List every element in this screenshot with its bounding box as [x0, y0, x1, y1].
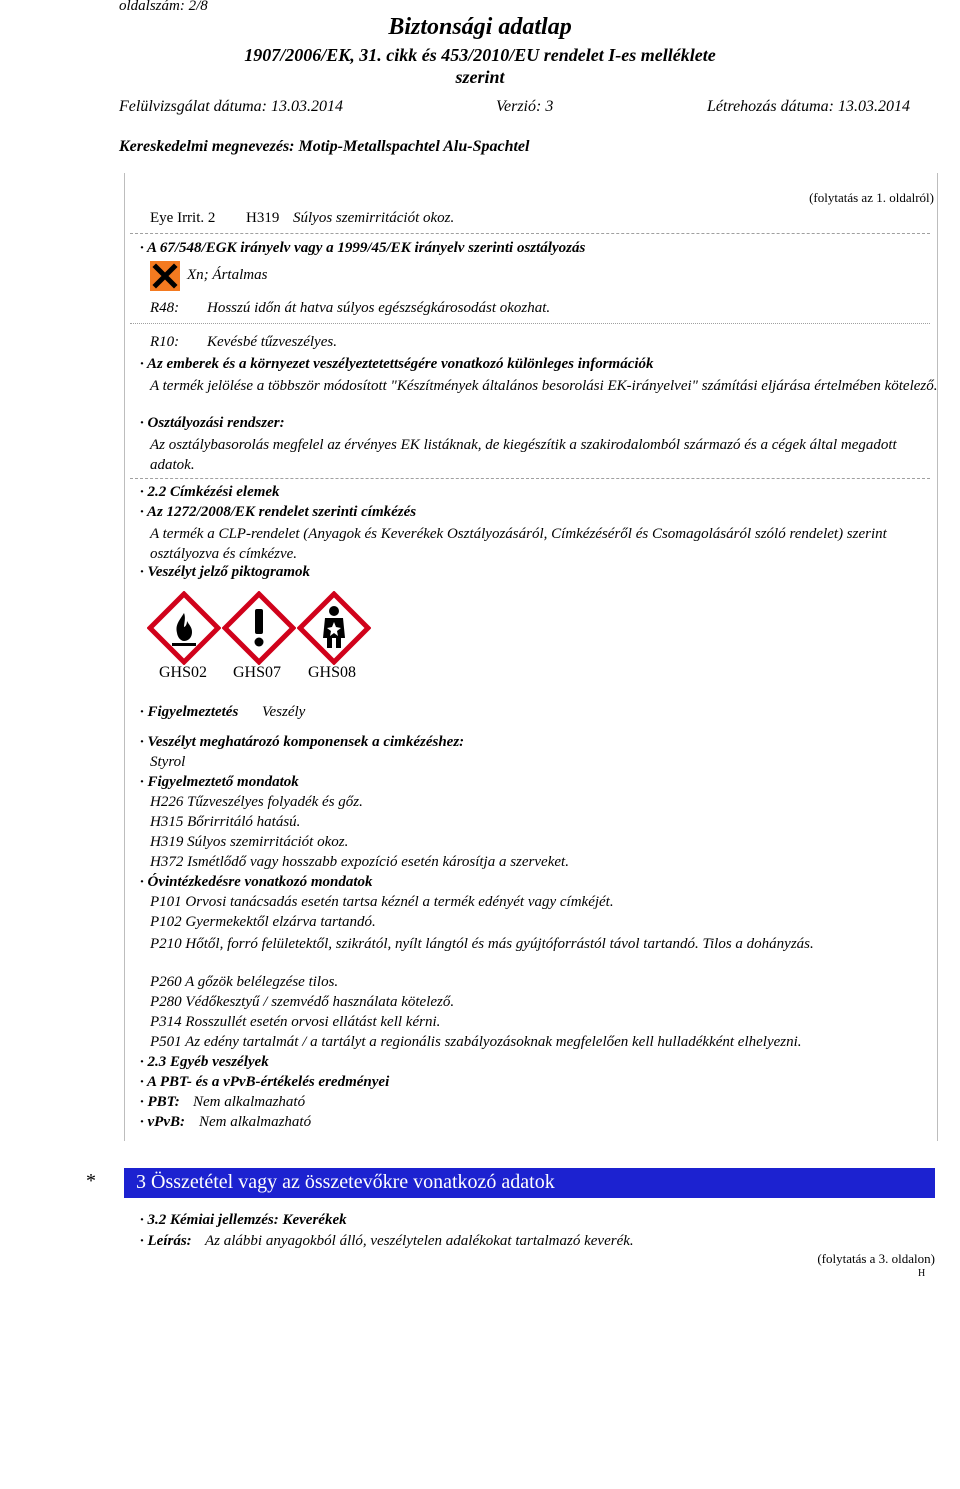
signal-word-value: Veszély [262, 704, 306, 720]
precautionary-statement: P501 Az edény tartalmát / a tartályt a regionális szabályozásoknak megfelelően kell hulladékként elhelyezni. [150, 1034, 802, 1050]
clp-text: A termék a CLP-rendelet (Anyagok és Keverékek Osztályozásáról, Címkézéséről és Csomagolásáról szóló rendelet) szerint osztályozva és címkézve. [150, 526, 887, 562]
ghs08-label: GHS08 [308, 664, 357, 681]
description-label: · Leírás: [140, 1233, 192, 1249]
precautionary-statement: P101 Orvosi tanácsadás esetén tartsa kéznél a termék edényét vagy címkéjét. [150, 894, 614, 910]
classification-system-heading: · Osztályozási rendszer: [140, 415, 285, 431]
r10-text: Kevésbé tűzveszélyes. [207, 334, 337, 350]
continuation-top: (folytatás az 1. oldalról) [809, 190, 934, 205]
divider [130, 233, 930, 234]
document-title: Biztonsági adatlap [388, 14, 572, 40]
ghs08-health-hazard-icon [297, 591, 371, 665]
xn-harmful-icon [150, 261, 180, 291]
divider [130, 478, 930, 479]
classification-system-text: Az osztálybasorolás megfelel az érvényes EK listáknak, de kiegészítik a szakirodalomból származó és a cégek által megadott adatok. [150, 437, 897, 473]
precautionary-statement: P314 Rosszullét esetén orvosi ellátást kell kérni. [150, 1014, 441, 1030]
component-item: Styrol [150, 754, 186, 770]
clp-heading: · Az 1272/2008/EK rendelet szerinti címkézés [140, 504, 417, 520]
precautionary-statement: P102 Gyermekektől elzárva tartandó. [150, 914, 376, 930]
divider [130, 323, 930, 324]
r48-text: Hosszú időn át hatva súlyos egészségkárosodást okozhat. [207, 300, 551, 316]
chemical-characterization: · 3.2 Kémiai jellemzés: Keverékek [140, 1212, 347, 1228]
footer-mark: H [918, 1268, 926, 1279]
continuation-bottom: (folytatás a 3. oldalon) [817, 1251, 935, 1266]
vpvb-label: · vPvB: [140, 1114, 185, 1130]
hazard-statements-heading: · Figyelmeztető mondatok [140, 774, 299, 790]
special-info-text: A termék jelölése a többször módosított "Készítmények általános besorolási EK-irányelvei" számítási eljárása értelmében kötelező. [150, 378, 938, 394]
eye-irrit-h: H319 [246, 210, 280, 226]
precautionary-heading: · Óvintézkedésre vonatkozó mondatok [140, 874, 373, 890]
regulation-subtitle-2: szerint [455, 67, 505, 87]
hazard-statement: H319 Súlyos szemirritációt okoz. [150, 834, 349, 850]
version: Verzió: 3 [496, 98, 554, 115]
vpvb-value: Nem alkalmazható [199, 1114, 312, 1130]
hazard-statement: H315 Bőrirritáló hatású. [150, 814, 301, 830]
pbt-label: · PBT: [140, 1094, 180, 1110]
trade-name: Kereskedelmi megnevezés: Motip-Metallspachtel Alu-Spachtel [119, 138, 530, 155]
classification-heading: · A 67/548/EGK irányelv vagy a 1999/45/EK irányelv szerinti osztályozás [140, 240, 586, 256]
pictograms-heading: · Veszélyt jelző piktogramok [140, 564, 310, 580]
eye-irrit-text: Súlyos szemirritációt okoz. [293, 210, 455, 226]
r10-code: R10: [150, 334, 180, 350]
label-elements-heading: · 2.2 Címkézési elemek [140, 484, 280, 500]
ghs07-exclamation-icon [222, 591, 296, 665]
precautionary-statement: P210 Hőtől, forró felületektől, szikrától, nyílt lángtól és más gyújtóforrástól távol tartandó. Tilos a dohányzás. [150, 936, 814, 952]
ghs02-flame-icon [147, 591, 221, 665]
precautionary-statement: P280 Védőkesztyű / szemvédő használata kötelező. [150, 994, 455, 1010]
signal-word-label: · Figyelmeztetés [140, 704, 239, 720]
ghs02-label: GHS02 [159, 664, 208, 681]
r48-code: R48: [150, 300, 180, 316]
regulation-subtitle: 1907/2006/EK, 31. cikk és 453/2010/EU rendelet I-es melléklete [244, 45, 716, 65]
hazard-statement: H372 Ismétlődő vagy hosszabb expozíció esetén károsítja a szerveket. [150, 854, 569, 870]
change-marker: * [86, 1170, 96, 1192]
components-heading: · Veszélyt meghatározó komponensek a cimkézéshez: [140, 734, 465, 750]
section-3-title: 3 Összetétel vagy az összetevőkre vonatkozó adatok [136, 1171, 555, 1193]
other-hazards-heading: · 2.3 Egyéb veszélyek [140, 1054, 269, 1070]
xn-label: Xn; Ártalmas [187, 267, 268, 283]
creation-date: Létrehozás dátuma: 13.03.2014 [707, 98, 910, 115]
special-info-heading: · Az emberek és a környezet veszélyeztetettségére vonatkozó különleges információk [140, 356, 654, 372]
hazard-statement: H226 Tűzveszélyes folyadék és gőz. [150, 794, 363, 810]
pbt-value: Nem alkalmazható [193, 1094, 306, 1110]
section-3-header [124, 1168, 935, 1198]
revision-date: Felülvizsgálat dátuma: 13.03.2014 [119, 98, 343, 115]
description-value: Az alábbi anyagokból álló, veszélytelen adalékokat tartalmazó keverék. [205, 1233, 634, 1249]
ghs07-label: GHS07 [233, 664, 282, 681]
page-number: oldalszám: 2/8 [119, 0, 208, 14]
eye-irrit-code: Eye Irrit. 2 [150, 210, 216, 226]
pbt-heading: · A PBT- és a vPvB-értékelés eredményei [140, 1074, 390, 1090]
precautionary-statement: P260 A gőzök belélegzése tilos. [150, 974, 339, 990]
